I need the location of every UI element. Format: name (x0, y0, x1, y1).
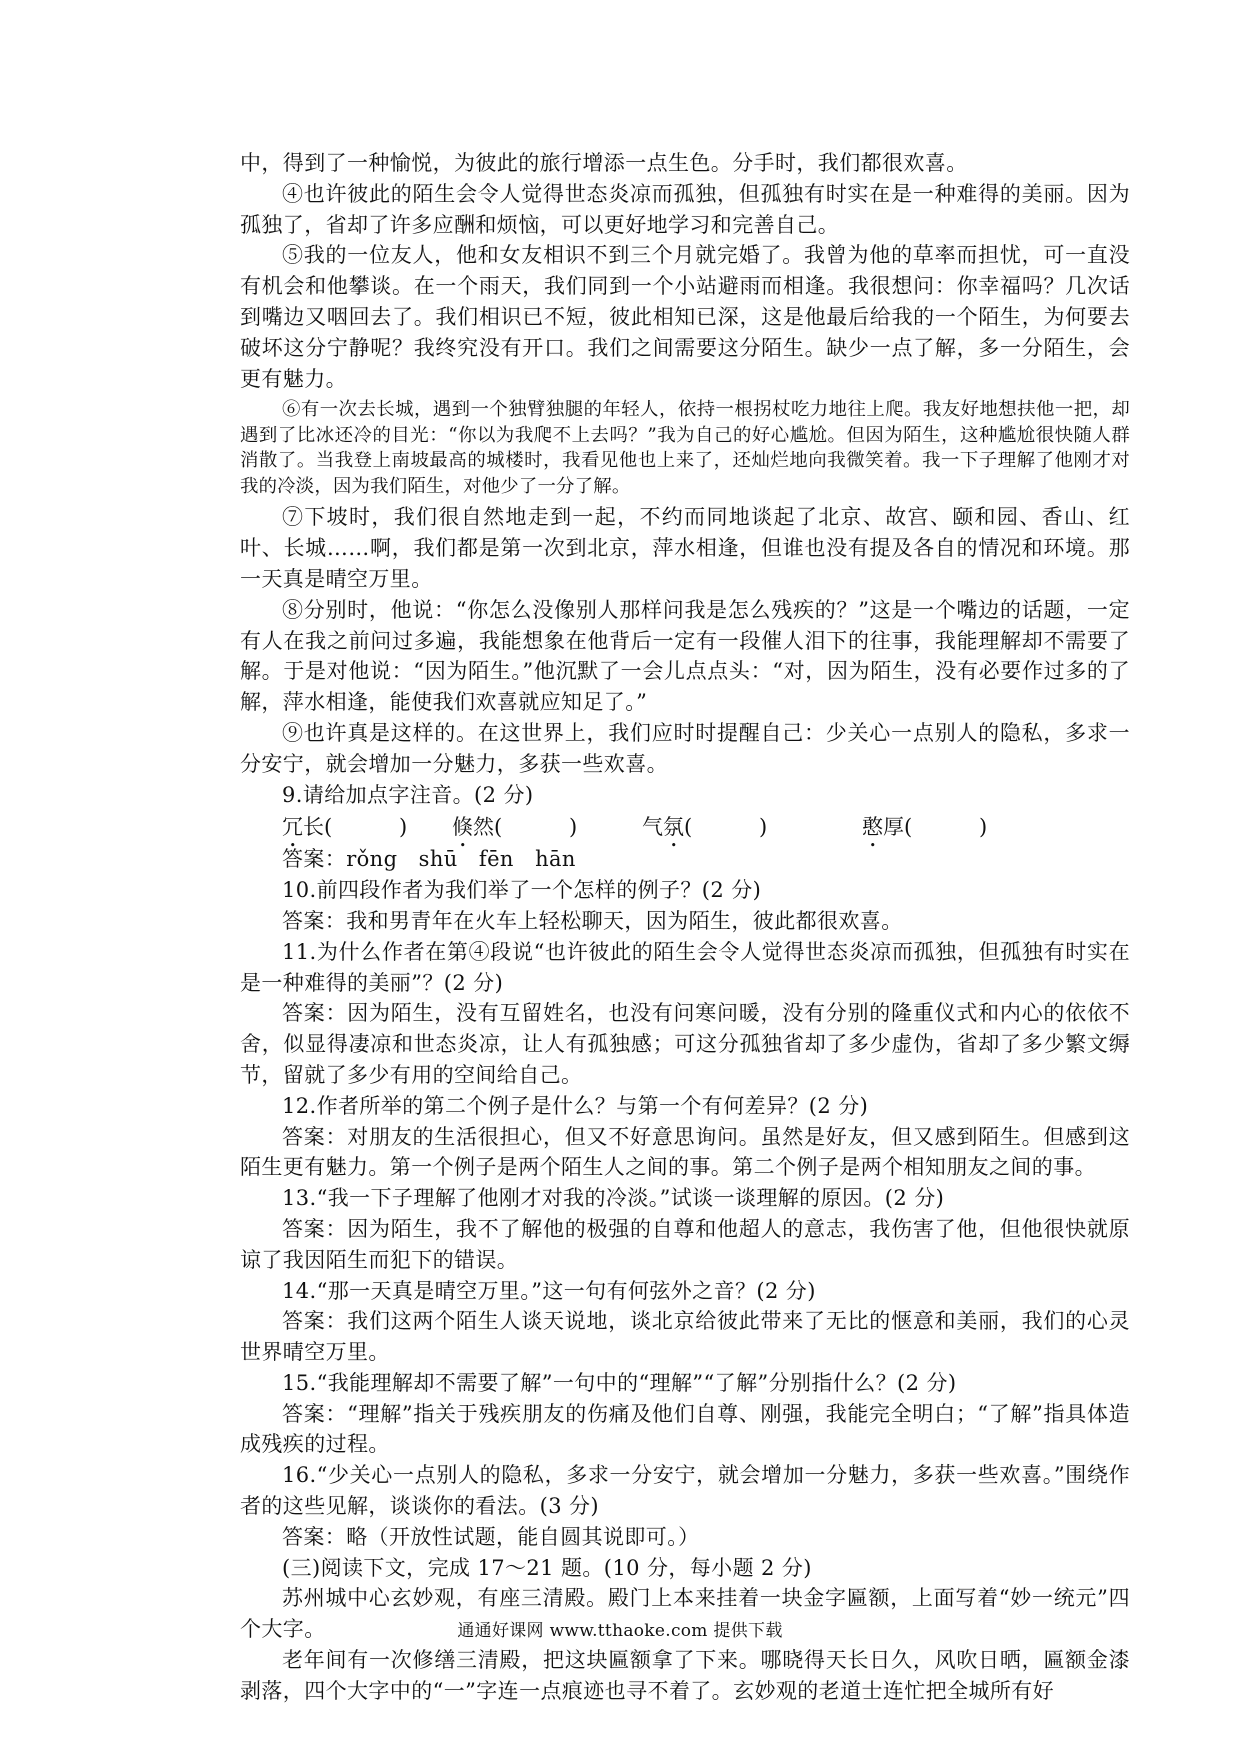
pinyin-item: 倏然( ) (452, 815, 578, 840)
section-3-heading: (三)阅读下文，完成 17～21 题。(10 分，每小题 2 分) (282, 1555, 812, 1580)
pinyin-item: 冗长( ) (282, 815, 408, 840)
question-10: 10.前四段作者为我们举了一个怎样的例子？(2 分) (282, 878, 762, 903)
paragraph-continued: 中，得到了一种愉悦，为彼此的旅行增添一点生色。分手时，我们都很欢喜。 (240, 151, 968, 175)
question-16: 16.“少关心一点别人的隐私，多求一分安宁，就会增加一分魅力，多获一些欢喜。”围绕作者的这些见解，谈谈你的看法。(3 分) (240, 1463, 1130, 1519)
pinyin-item: 气氛( ) (642, 815, 768, 840)
paragraph-8: ⑧分别时，他说：“你怎么没像别人那样问我是怎么残疾的？”这是一个嘴边的话题，一定有人在我之前问过多遍，我能想象在他背后一定有一段催人泪下的往事，我能理解却不需要了解。于是对他说：“因为陌生。”他沉默了一会儿点点头：“对，因为陌生，没有必要作过多的了解，萍水相逢，能使我们欢喜就应知足了。” (240, 597, 1130, 715)
question-13: 13.“我一下子理解了他刚才对我的冷淡。”试谈一谈理解的原因。(2 分) (282, 1186, 945, 1211)
pinyin-item: 憨厚( ) (862, 815, 988, 840)
pinyin-items (240, 810, 1130, 844)
question-14: 14.“那一天真是晴空万里。”这一句有何弦外之音？(2 分) (282, 1278, 816, 1303)
page-footer: 通通好课网 www.tthaoke.com 提供下载 (457, 1621, 783, 1641)
paragraph-7: ⑦下坡时，我们很自然地走到一起，不约而同地谈起了北京、故宫、颐和园、香山、红叶、长城……啊，我们都是第一次到北京，萍水相逢，但谁也没有提及各自的情况和环境。那一天真是晴空万里。 (240, 505, 1130, 591)
question-12: 12.作者所举的第二个例子是什么？与第一个有何差异？(2 分) (282, 1093, 869, 1118)
paragraph-9: ⑨也许真是这样的。在这世界上，我们应时时提醒自己：少关心一点别人的隐私，多求一分安宁，就会增加一分魅力，多获一些欢喜。 (240, 720, 1130, 776)
answer-16: 答案：略（开放性试题，能自圆其说即可。） (282, 1524, 700, 1549)
document-body (240, 148, 1130, 1707)
answer-13: 答案：因为陌生，我不了解他的极强的自尊和他超人的意志，我伤害了他，但他很快就原谅了我因陌生而犯下的错误。 (240, 1216, 1130, 1272)
answer-11: 答案：因为陌生，没有互留姓名，也没有问寒问暖，没有分别的隆重仪式和内心的依依不舍，似显得凄凉和世态炎凉，让人有孤独感；可这分孤独省却了多少虚伪，省却了多少繁文缛节，留就了多少有用的空间给自己。 (240, 1001, 1130, 1087)
answer-10: 答案：我和男青年在火车上轻松聊天，因为陌生，彼此都很欢喜。 (282, 908, 903, 933)
answer-9: 答案：rǒng shū fēn hān (282, 847, 576, 872)
section-3-paragraph-1: 苏州城中心玄妙观，有座三清殿。殿门上本来挂着一块金字匾额，上面写着“妙一统元”四个大字。 (240, 1586, 1130, 1642)
answer-15: 答案：“理解”指关于残疾朋友的伤痛及他们自尊、刚强，我能完全明白；“了解”指具体造成残疾的过程。 (240, 1401, 1130, 1457)
question-9: 9.请给加点字注音。(2 分) (282, 782, 534, 807)
paragraph-5: ⑤我的一位友人，他和女友相识不到三个月就完婚了。我曾为他的草率而担忧，可一直没有机会和他攀谈。在一个雨天，我们同到一个小站避雨而相逢。我很想问：你幸福吗？几次话到嘴边又咽回去了。我们相识已不短，彼此相知已深，这是他最后给我的一个陌生，为何要去破坏这分宁静呢？我终究没有开口。我们之间需要这分陌生。缺少一点了解，多一分陌生，会更有魅力。 (240, 243, 1130, 391)
answer-14: 答案：我们这两个陌生人谈天说地，谈北京给彼此带来了无比的惬意和美丽，我们的心灵世界晴空万里。 (240, 1309, 1130, 1365)
paragraph-4: ④也许彼此的陌生会令人觉得世态炎凉而孤独，但孤独有时实在是一种难得的美丽。因为孤独了，省却了许多应酬和烦恼，可以更好地学习和完善自己。 (240, 181, 1130, 237)
question-11: 11.为什么作者在第④段说“也许彼此的陌生会令人觉得世态炎凉而孤独，但孤独有时实在是一种难得的美丽”？(2 分) (240, 939, 1130, 995)
section-3-paragraph-2: 老年间有一次修缮三清殿，把这块匾额拿了下来。哪晓得天长日久，风吹日晒，匾额金漆剥落，四个大字中的“一”字连一点痕迹也寻不着了。玄妙观的老道士连忙把全城所有好 (240, 1648, 1130, 1703)
answer-12: 答案：对朋友的生活很担心，但又不好意思询问。虽然是好友，但又感到陌生。但感到这陌生更有魅力。第一个例子是两个陌生人之间的事。第二个例子是两个相知朋友之间的事。 (240, 1124, 1130, 1180)
question-15: 15.“我能理解却不需要了解”一句中的“理解”“了解”分别指什么？(2 分) (282, 1370, 957, 1395)
paragraph-6: ⑥有一次去长城，遇到一个独臂独腿的年轻人，依持一根拐杖吃力地往上爬。我友好地想扶他一把，却遇到了比冰还冷的目光：“你以为我爬不上去吗？”我为自己的好心尴尬。但因为陌生，这种尴尬很快随人群消散了。当我登上南坡最高的城楼时，我看见他也上来了，还灿烂地向我微笑着。我一下子理解了他刚才对我的冷淡，因为我们陌生，对他少了一分了解。 (240, 399, 1130, 497)
